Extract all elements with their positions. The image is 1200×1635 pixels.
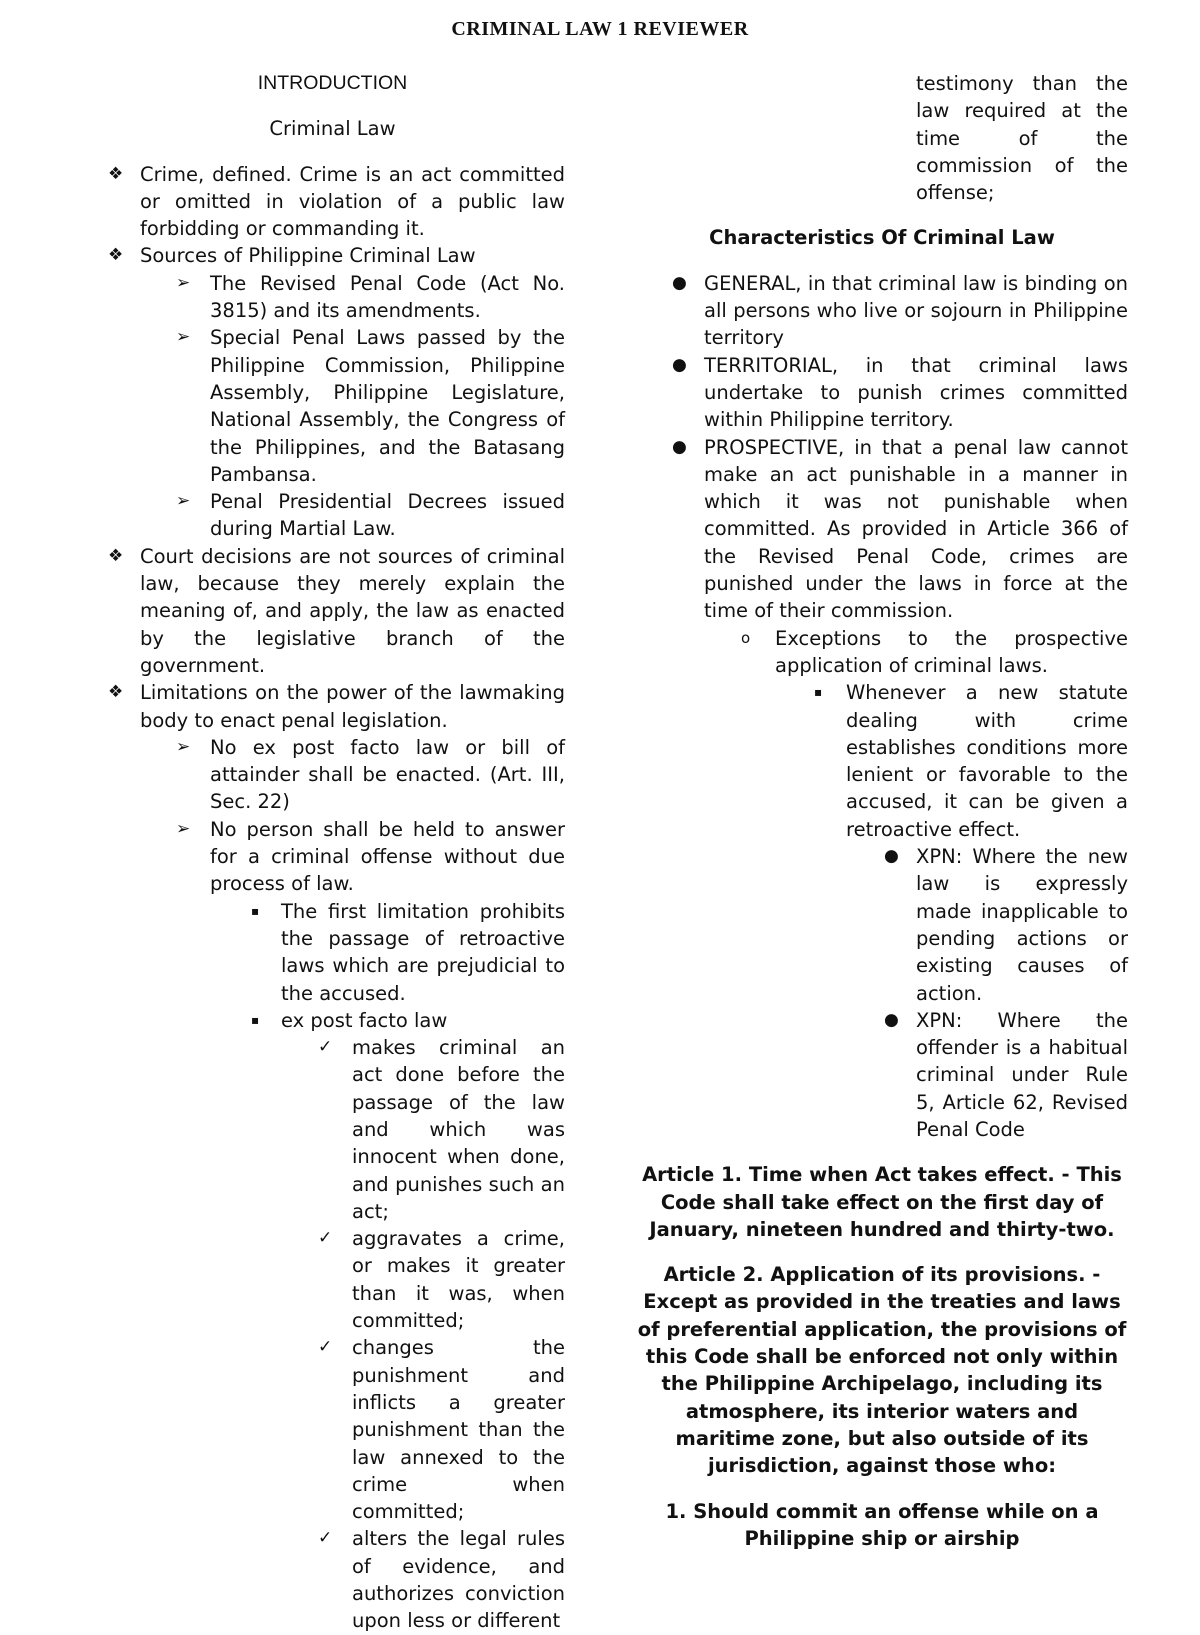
criminal-law-heading: Criminal Law (269, 117, 396, 141)
list-item-ex-post-label: ▪ ex post facto law (100, 1007, 565, 1034)
square-bullet-icon: ▪ (814, 685, 823, 700)
continuation-text: testimony than the law required at the time of the commission of the offense; (916, 72, 1128, 205)
arrow-bullet-icon: ➢ (176, 736, 191, 757)
arrow-bullet-icon: ➢ (176, 327, 191, 348)
square-bullet-icon: ▪ (251, 1012, 260, 1027)
checkmark-bullet-icon: ✓ (318, 1337, 333, 1358)
list-item-lenient: ▪ Whenever a new statute dealing with crime establishes conditions more lenient or favorable to the accused, it can be given a retroactive effect. (814, 681, 1128, 841)
dot-bullet-icon: ● (672, 436, 687, 457)
list-item-xpn-2: ● XPN: Where the offender is a habitual criminal under Rule 5, Article 62, Revised Penal Code (884, 1008, 1128, 1141)
article-1: Article 1. Time when Act takes effect. - This Code shall take effect on the first day of January, nineteen hundred and thirty-two. (642, 1163, 1122, 1241)
list-item-first-limitation: ▪ The first limitation prohibits the passage of retroactive laws which are prejudicial to the accused. (251, 899, 565, 1005)
list-item-sources: ❖ Sources of Philippine Criminal Law (100, 242, 565, 269)
list-item-source-pd: ➢ Penal Presidential Decrees issued during Martial Law. (176, 490, 565, 541)
list-item-limitations: ❖ Limitations on the power of the lawmaking body to enact penal legislation. (108, 681, 565, 732)
dot-bullet-icon: ● (672, 272, 687, 293)
dot-bullet-icon: ● (884, 846, 899, 867)
list-item-xpn-1: ● XPN: Where the new law is expressly made inapplicable to pending actions or existing causes of action. (884, 845, 1128, 1005)
document-title: CRIMINAL LAW 1 REVIEWER (451, 18, 749, 40)
diamond-bullet-icon: ❖ (108, 163, 124, 184)
list-item-source-special: ➢ Special Penal Laws passed by the Philippine Commission, Philippine Assembly, Philippine Legislature, National Assembly, the Congress of the Philippines, and the Batasang Pambansa. (176, 326, 565, 486)
article-2: Article 2. Application of its provisions. - Except as provided in the treaties and laws of preferential application, the provisions of this Code shall be enforced not only within the Philippine Archipelago, including its atmosphere, its interior waters and maritime zone, but also outside of its jurisdiction, against those who: (637, 1263, 1127, 1478)
list-item-source-rpc: ➢ The Revised Penal Code (Act No. 3815) and its amendments. (176, 271, 565, 323)
arrow-bullet-icon: ➢ (176, 272, 191, 293)
list-item-ex-post-3: ✓ changes the punishment and inflicts a greater punishment than the law annexed to the crime when committed; (318, 1336, 565, 1524)
list-item-due-process: ➢ No person shall be held to answer for a criminal offense without due process of law. (176, 817, 565, 896)
right-column (636, 70, 1128, 1552)
square-bullet-icon: ▪ (251, 903, 260, 918)
diamond-bullet-icon: ❖ (108, 245, 124, 266)
checkmark-bullet-icon: ✓ (318, 1528, 333, 1549)
characteristics-heading: Characteristics Of Criminal Law (709, 226, 1055, 250)
checkmark-bullet-icon: ✓ (318, 1228, 333, 1249)
diamond-bullet-icon: ❖ (108, 682, 124, 703)
diamond-bullet-icon: ❖ (108, 545, 124, 566)
circle-bullet-icon: o (741, 628, 751, 647)
left-column (100, 70, 565, 1635)
list-item-ex-post-1: ✓ makes criminal an act done before the passage of the law and which was innocent when done, and punishes such an act; (318, 1036, 565, 1223)
article-2-item-1: 1. Should commit an offense while on a Philippine ship or airship (665, 1499, 1099, 1550)
arrow-bullet-icon: ➢ (176, 491, 191, 512)
list-item-ex-post-2: ✓ aggravates a crime, or makes it greater than it was, when committed; (318, 1227, 565, 1333)
list-item-crime-defined: ❖ Crime, defined. Crime is an act committed or omitted in violation of a public law forbidding or commanding it. (108, 162, 565, 241)
list-item-territorial: ● TERRITORIAL, in that criminal laws undertake to punish crimes committed within Philippine territory. (672, 353, 1128, 432)
dot-bullet-icon: ● (884, 1009, 899, 1030)
checkmark-bullet-icon: ✓ (318, 1037, 333, 1058)
list-item-no-ex-post: ➢ No ex post facto law or bill of attainder shall be enacted. (Art. III, Sec. 22) (176, 735, 565, 814)
introduction-heading: INTRODUCTION (257, 72, 408, 94)
arrow-bullet-icon: ➢ (176, 818, 191, 839)
list-item-court-decisions: ❖ Court decisions are not sources of criminal law, because they merely explain the meaning of, and apply, the law as enacted by the legislative branch of the government. (108, 544, 565, 677)
list-item-prospective: ● PROSPECTIVE, in that a penal law cannot make an act punishable in a manner in which it was not punishable when committed. As provided in Article 366 of the Revised Penal Code, crimes are punished under the laws in force at the time of their commission. (672, 435, 1128, 623)
list-item-general: ● GENERAL, in that criminal law is binding on all persons who live or sojourn in Philippine territory (672, 271, 1128, 350)
dot-bullet-icon: ● (672, 354, 687, 375)
list-item-exceptions: o Exceptions to the prospective application of criminal laws. (741, 626, 1128, 677)
list-item-ex-post-4: ✓ alters the legal rules of evidence, and authorizes conviction upon less or different (318, 1527, 565, 1633)
